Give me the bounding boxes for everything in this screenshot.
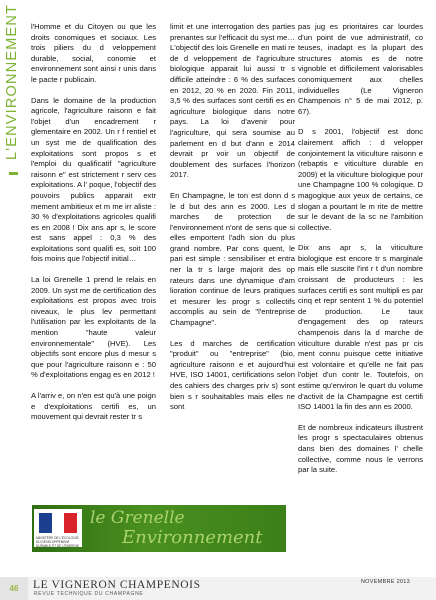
paragraph: l'Homme et du Citoyen ou que les droits conomiques et sociaux. Les trois piliers du d veloppement durable, social, conomie et environnement sont ainsi r unis dans le pacte r publicain.: [31, 22, 156, 84]
ministry-emblem: [34, 509, 82, 547]
emblem-caption: MINISTÈRE DE L'ÉCOLOGIE, DU DÉVELOPPEMENT DURABLE ET DE L'ÉNERGIE: [36, 536, 80, 548]
paragraph: D s 2001, l'objectif est donc clairement affich : d velopper conjointement la viticulture raisonn e (rebaptis e viticulture durable en 2009) et la viticulture biologique pour une Champagne 100 % cologique. D magogique aux yeux de certains, ce slogan a pourtant le m rite de mettre sur le devant de la sc ne l'ambition collective.: [298, 127, 423, 232]
section-divider: [9, 172, 18, 175]
banner-line-1: le Grenelle: [90, 508, 185, 528]
sidebar: [0, 0, 27, 577]
page-footer: [0, 577, 436, 600]
paragraph: pas jug es prioritaires car lourdes d'un point de vue administratif, co teuses, inadapt es la plupart des structures atomis es de notre vignoble et difficilement valorisables conomiquement aux chelles individuelles (Le Vigneron Champenois n° 5 de mai 2012, p. 67).: [298, 22, 423, 116]
article-column-2: [170, 22, 295, 423]
paragraph: Les d marches de certification "produit" ou "entreprise" (bio, agriculture raisonn e et aujourd'hui HVE, ISO 14001, certifications selon des cahiers des charges priv s) sont bien s r souhaitables mais elles ne sont: [170, 338, 295, 412]
paragraph: limit et une interrogation des parties prenantes sur l'efficacit du syst me… L'objectif des lois Grenelle en mati re de d veloppement de l'agriculture biologique apparait lui aussi tr s difficile atteindre : 6 % des surfaces en 2012, 20 % en 2020. Fin 2011, 3,5 % des surfaces sont certifi es en agriculture biologique dans notre pays. La loi d'avenir pour l'agriculture, qui sera soumise au parlement en d but d'ann e 2014 devrait pr voir un objectif de doublement des surfaces l'horizon 2017.: [170, 22, 295, 180]
page-number: 46: [0, 577, 28, 600]
paragraph: La loi Grenelle 1 prend le relais en 2009. Un syst me de certification des exploitations est propos avec trois niveaux, le plus lev permettant l'utilisation par les exploitants de la mention "haute valeur environnementale" (HVE). Les objectifs sont encore plus d mesur s que pour l'agriculture raisonn e : 50 % d'exploitations engag es en 2012 !: [31, 275, 156, 380]
paragraph: Dix ans apr s, la viticulture biologique est encore tr s marginale mais elle suscite l'int r t d'un nombre croissant de producteurs : les surfaces certifi es sont multipli es par cinq et repr sentent 1 % du potentiel de production. Le taux d'engagement des op rateurs champenois dans la d marche de viticulture durable n'est pas pr cis ment connu puisque cette initiative est volontaire et qu'elle ne fait pas l'objet d'un contr le. Toutefois, on estime qu'environ le quart du volume d'activit de la Champagne est certifi ISO 14001 la fin des ann es 2000.: [298, 243, 423, 412]
section-title: L'ENVIRONNEMENT: [4, 3, 20, 160]
paragraph: Dans le domaine de la production agricole, l'agriculture raisonn e fait l'objet d'un encadrement r glementaire en 2002. Un r f rentiel et un syst me de qualification des exploitations sont propos s et l'emploi du qualificatif "agriculture raisonn e" est strictement r serv ces exploitations. A l' poque, l'objectif des pouvoirs publics apparait extr mement ambitieux et m me irr aliste : 30 % d'exploitations agricoles qualifi es en 2008 ! Dix ans apr s, le score est sans appel : 0,3 % des exploitations sont qualifi es, soit 100 fois moins que l'objectif initial…: [31, 95, 156, 264]
magazine-subtitle: REVUE TECHNIQUE DU CHAMPAGNE: [34, 591, 144, 597]
grenelle-banner: [32, 505, 286, 552]
magazine-title: LE VIGNERON CHAMPENOIS: [33, 579, 201, 591]
banner-title: [90, 508, 280, 548]
paragraph: A l'arriv e, on n'en est qu'à une poign e d'exploitations certifi es, un mouvement qui devrait rester tr s: [31, 391, 156, 422]
paragraph: En Champagne, le ton est donn d s le d but des ann es 2000. Les d marches de protection de l'environnement n'ont de sens que si elles emportent l'adh sion du plus grand nombre. Par cons quent, le pari est simple : sensibiliser et entra ner la tr s large majorit des op rateurs dans une dynamique d'am lioration continue de leurs pratiques et mesurer les progr s collectifs accomplis au sein de "l'entreprise Champagne".: [170, 190, 295, 328]
article-column-3: [298, 22, 423, 486]
paragraph: Et de nombreux indicateurs illustrent les progr s spectaculaires obtenus dans bien des domaines l' chelle collective, comme nous le verrons par la suite.: [298, 422, 423, 475]
issue-date: NOVEMBRE 2013: [360, 579, 410, 585]
article-column-1: [31, 22, 156, 423]
banner-line-2: Environnement: [122, 527, 263, 548]
french-flag-icon: [39, 513, 77, 533]
